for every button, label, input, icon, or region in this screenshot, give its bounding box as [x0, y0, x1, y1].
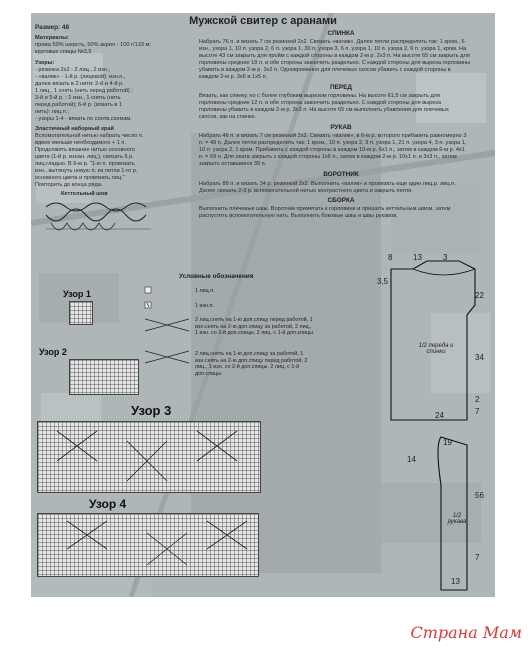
dimension-label: 13 — [413, 253, 422, 262]
dimension-label: 34 — [475, 353, 484, 362]
back-text-line: Набрать 76 п. и вязать 7 см резинкой 2х2. Связать «валик». Далее петли распределить так: 1 кром., 6 — [199, 39, 465, 45]
patterns-line: далее вязать в 2 нити: 2-й и 4-й р. — [35, 81, 124, 87]
front-text-line: Вязать, как спинку, но с более глубоким вырезом горловины. На высоте 61,5 см закрыть для — [199, 93, 441, 99]
legend-item: 2 лиц.снять на 1-ю доп.спицу перед работой, 1 изн.снять на 2-ю доп.спицу за работой, 2 лиц., 1 изн. со 2-й доп.спицы, 2 лиц. с 1-й доп.спицы — [195, 317, 314, 337]
dimension-label: 7 — [475, 553, 480, 562]
dimension-label: 19 — [443, 438, 452, 447]
patterns-line: - резинка 2х2 - 2 лиц., 2 изн.; — [35, 67, 110, 73]
sleeve-piece-label: 1/2 рукава — [447, 513, 467, 525]
assembly-heading: СБОРКА — [327, 197, 355, 204]
patterns-line: - узоры 1-4 - вязать по соотв.схемам. — [35, 116, 132, 122]
patterns-line: нить): лиц.п.; — [35, 109, 69, 115]
edge-line: лиц.гладью. В 6-м р. "1-ю п. провязать — [35, 161, 135, 167]
patterns-line: 1 лиц., 1 снять (нить перед работой) ; — [35, 88, 133, 94]
pattern-4-label: Узор 4 — [89, 497, 127, 511]
back-text-line: изн., узора 1, 10 п. узора 2, 6 п. узора 1, 30 п. узора 3, 6 п. узора 1, 10 п. узора 2, 6 п. узора 1, кром. На — [199, 46, 467, 52]
edge-heading: Эластичный наборный край — [35, 126, 114, 132]
sleeve-text-line: 10 п. узора 2, 1 кром. Прибавить с каждой стороны в каждом 10-м р. 6х1 п., затем в каждом 6-м р. 4х1 — [199, 147, 465, 153]
edge-line: Вспомогательной нитью набрать число п. — [35, 133, 144, 139]
back-heading: СПИНКА — [327, 30, 355, 37]
assembly-text-line: Выполнить плечевые швы. Воротник приметать к горловине и пришить кеттельным швом, затем — [199, 206, 451, 212]
edge-line: Продолжить вязание нитью основного — [35, 147, 135, 153]
sleeve-text-line: закрыть оставшиеся 39 п. — [199, 161, 267, 167]
legend-symbols — [143, 285, 191, 375]
patterns-line: перед работой); 6-й р. (вязать в 1 — [35, 102, 123, 108]
kettle-seam-drawing — [41, 199, 161, 249]
collar-heading: ВОРОТНИК — [323, 171, 359, 178]
dimension-label: 2 — [475, 395, 480, 404]
edge-line: изн., вытянуть новую п. из петли 1-го р. — [35, 168, 138, 174]
collar-text-line: Далее связать 2-3 р. вспомогательной нитью контрастного цвета и закрыть петли. — [199, 188, 413, 194]
front-text-line: скосов, как на спинке. — [199, 114, 257, 120]
sleeve-text-line: Набрать 46 п. и вязать 7 см резинкой 2х2. Связать «валик», в 6-м р. которого прибавить равномерно 3 — [199, 133, 467, 139]
back-text-line: убавить в каждом 2-м р. 3х2 п. Одновременно для плечевых скосов убавить с каждой стороны в — [199, 67, 451, 73]
materials-line-2: круговые спицы №3,5 — [35, 49, 92, 55]
legend-item: 1 лиц.п. — [195, 288, 215, 294]
dimension-label: 22 — [475, 291, 484, 300]
edge-line: основного цвета и провязать лиц." — [35, 175, 125, 181]
back-text-line: горловины средние 18 п. и обе стороны закончить раздельно. С каждой стороны для вырезa горловины — [199, 60, 471, 66]
legend-item: 2 лиц.снять на 1-ю доп.спицу за работой, 1 изн.снять на 2-ю доп.спицу перед работой, 2 лиц., 1 изн. со 2-й доп.спицы, 2 лиц. с 1-й доп.спицы — [195, 351, 308, 377]
back-text-line: высоте 43 см закрыть для пройм с каждой стороны в каждом 2-м р. 2х3 п. На высоте 65 см закрыть для — [199, 53, 470, 59]
collar-text-line: Набрать 88 п. и вязать 34 р. резинкой 2х2. Выполнить «валик» и провязать еще один лиц.р. лиц.п. — [199, 181, 456, 187]
dimension-label: 56 — [475, 491, 484, 500]
materials-heading: Материалы: — [35, 35, 69, 41]
dimension-label: 24 — [435, 411, 444, 420]
pattern-2-chart — [69, 359, 139, 395]
edge-line: цвета (1-й р. изнан. лиц.), связать 5 р. — [35, 154, 134, 160]
legend-item: 1 изн.п. — [195, 303, 214, 309]
page-title: Мужской свитер с аранами — [189, 15, 337, 27]
materials-line-1: пряжа 50% шерсть, 50% акрил - 100 г/133 м; — [35, 42, 151, 48]
pattern-sheet — [31, 13, 495, 597]
back-text-line: каждом 2-м р. 3х6 и 1х5 п. — [199, 74, 268, 80]
dimension-label: 3,5 — [377, 277, 389, 286]
pattern-3-cables — [37, 421, 261, 493]
assembly-text-line: распустить вспомогательную нить. Выполнить боковые швы и швы рукавов. — [199, 213, 398, 219]
front-text-line: горловины убавить в каждом 2-м р. 3х3 п. На высоте 65 см выполнить убавления для плечевых — [199, 107, 449, 113]
site-watermark: Страна Мам — [410, 623, 522, 642]
legend-title: Условные обозначения — [179, 273, 254, 280]
edge-line: вдвое меньше необходимого + 1 п. — [35, 140, 127, 146]
sleeve-text-line: п. = 69 п. Для оката закрыть с каждой стороны 1х6 п., затем в каждом 2-м р. 10х1 п. и 3х3 п., затем — [199, 154, 457, 160]
kettle-seam-label: Кеттельный шов — [61, 191, 108, 197]
dimension-label: 3 — [443, 253, 448, 262]
body-piece-label: 1/2 переда и спинки — [418, 343, 454, 355]
size-line: Размер: 48 — [35, 24, 70, 31]
pattern-1-label: Узор 1 — [63, 289, 91, 299]
pattern-1-chart — [69, 301, 93, 325]
dimension-label: 7 — [475, 407, 480, 416]
sleeve-text-line: п. = 49 п. Далее петли распределить так: 1 кром., 10 п. узора 2, 3 п. узора 1, 21 п. узора 4, 3 п. узора 1, — [199, 140, 467, 146]
edge-line: Повторить до конца ряда. — [35, 182, 103, 188]
pattern-4-cables — [37, 513, 259, 577]
dimension-label: 14 — [407, 455, 416, 464]
front-heading: ПЕРЕД — [330, 84, 352, 91]
patterns-line: - «валик» - 1-й р. (лицевой): изн.п., — [35, 74, 126, 80]
patterns-heading: Узоры: — [35, 60, 55, 66]
dimension-label: 8 — [388, 253, 393, 262]
patterns-line: 3-й и 5-й р. : 1 изн., 1 снять (нить — [35, 95, 121, 101]
dimension-label: 13 — [451, 577, 460, 586]
sleeve-heading: РУКАВ — [330, 124, 352, 131]
pattern-2-label: Узор 2 — [39, 347, 67, 357]
pattern-3-label: Узор 3 — [131, 403, 172, 418]
front-text-line: горловины средние 12 п. и обе стороны закончить раздельно. С каждой стороны для выреза — [199, 100, 441, 106]
